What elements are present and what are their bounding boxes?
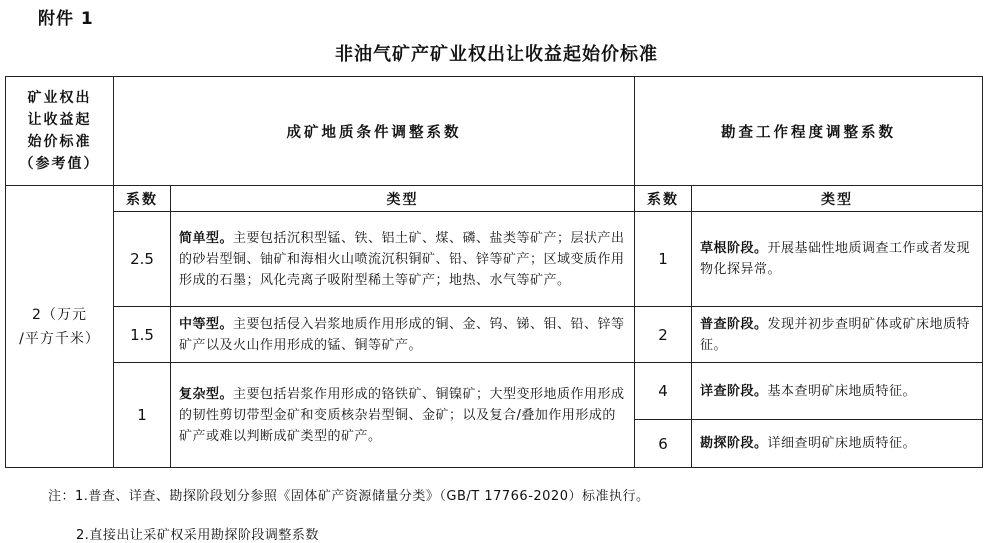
- geo-coef-value: 2.5: [114, 212, 171, 307]
- work-degree-header: 勘查工作程度调整系数: [635, 77, 983, 186]
- geo-type-separator: 。: [219, 386, 234, 402]
- base-price-cell: [6, 186, 114, 468]
- base-price-line: 2（万元: [32, 306, 87, 323]
- geo-coef-value: 1: [114, 363, 171, 468]
- work-stage-name: 详查阶段: [700, 383, 755, 399]
- geo-type-header: 类型: [171, 186, 635, 212]
- price-standard-table: [5, 76, 983, 468]
- geo-type-separator: 。: [219, 316, 234, 332]
- work-stage-description: [692, 420, 983, 468]
- work-stage-text: 详细查明矿床地质特征。: [767, 436, 917, 451]
- work-stage-text: 基本查明矿床地质特征。: [767, 383, 917, 399]
- work-stage-separator: 。: [754, 316, 768, 332]
- geo-type-description: [171, 307, 635, 363]
- work-coef-value: 6: [635, 420, 692, 468]
- work-stage-name: 普查阶段: [700, 316, 755, 332]
- geo-type-description: [171, 212, 635, 307]
- geo-type-name: 简单型: [179, 230, 220, 246]
- work-stage-separator: 。: [754, 436, 768, 451]
- reference-header-line: 让收益起: [27, 112, 92, 128]
- work-type-header: 类型: [692, 186, 983, 212]
- work-coef-value: 2: [635, 307, 692, 363]
- work-stage-name: 勘探阶段: [700, 436, 755, 451]
- base-price-line: /平方千米）: [19, 330, 100, 347]
- work-coef-value: 4: [635, 363, 692, 420]
- geo-type-description: [171, 363, 635, 468]
- work-stage-text: 发现并初步查明矿体或矿床地质特征。: [700, 316, 971, 353]
- work-stage-text: 开展基础性地质调查工作或者发现物化探异常。: [700, 241, 971, 277]
- geo-type-name: 中等型: [179, 316, 220, 332]
- work-stage-separator: 。: [754, 241, 768, 256]
- work-coef-value: 1: [635, 212, 692, 307]
- footnote-2: 2.直接出让采矿权采用勘探阶段调整系数: [76, 528, 319, 543]
- work-stage-separator: 。: [754, 383, 768, 399]
- work-stage-name: 草根阶段: [700, 241, 755, 256]
- work-coef-header: 系数: [635, 186, 692, 212]
- geo-type-text: 主要包括岩浆作用形成的铬铁矿、铜镍矿；大型变形地质作用形成的韧性剪切带型金矿和变质核杂岩型铜、金矿；以及复合/叠加作用形成的矿产或难以判断成矿类型的矿产。: [179, 386, 625, 444]
- work-stage-description: [692, 212, 983, 307]
- geo-type-text: 主要包括侵入岩浆地质作用形成的铜、金、钨、锑、钼、铅、锌等矿产以及火山作用形成的锰、铜等矿产。: [179, 316, 625, 353]
- geo-condition-header: 成矿地质条件调整系数: [114, 77, 635, 186]
- geo-coef-value: 1.5: [114, 307, 171, 363]
- geo-type-name: 复杂型: [179, 386, 220, 402]
- geo-type-separator: 。: [219, 230, 234, 246]
- reference-header-line: 始价标准: [27, 134, 92, 150]
- reference-header-line: 矿业权出: [27, 90, 92, 106]
- geo-coef-header: 系数: [114, 186, 171, 212]
- reference-header-line: （参考值）: [19, 156, 100, 172]
- footnote-1: 注：1.普查、详查、勘探阶段划分参照《固体矿产资源储量分类》（GB/T 17766-2020）标准执行。: [48, 489, 650, 504]
- attachment-label: 附件 1: [38, 9, 94, 29]
- work-stage-description: [692, 363, 983, 420]
- reference-header-cell: [6, 77, 114, 186]
- work-stage-description: [692, 307, 983, 363]
- page-title: 非油气矿产矿业权出让收益起始价标准: [335, 44, 658, 65]
- geo-type-text: 主要包括沉积型锰、铁、铝土矿、煤、磷、盐类等矿产；层状产出的砂岩型铜、铀矿和海相火山喷流沉积铜矿、铅、锌等矿产；区域变质作用形成的石墨；风化壳离子吸附型稀土等矿产；地热、水气等矿产。: [179, 230, 625, 288]
